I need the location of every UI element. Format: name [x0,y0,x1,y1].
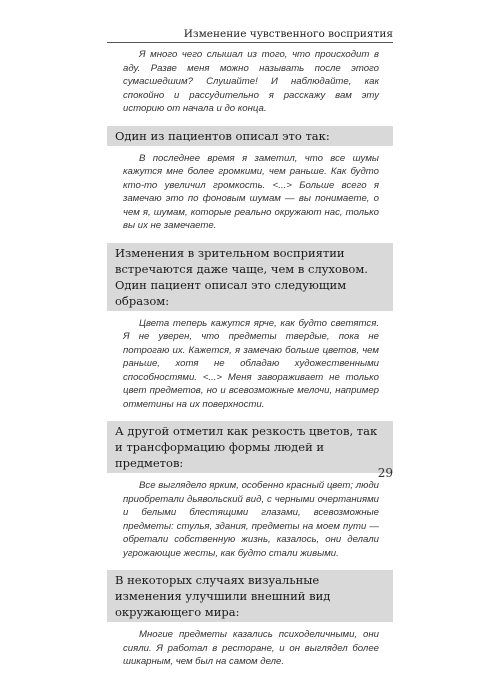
page-number: 29 [377,466,393,480]
quote-block: Я много чего слышал из того, что происходит в аду. Разве меня можно называть после этого сумасшедшим? Слушайте! И наблюдайте, как спокойно и рассудительно я расскажу вам эту историю от начала и до конца. [123,49,379,114]
quote-block: В последнее время я заметил, что все шумы кажутся мне более громкими, чем раньше. Как будто кто-то увеличил громкость. <...> Больше всего я замечаю это по фоновым шумам — вы понимаете, о чем я, шумам, которые реально окружают нас, только вы их не замечаете. [123,152,379,231]
highlight-paragraph: Один из пациентов описал это так: [107,126,393,146]
quote-block: Цвета теперь кажутся ярче, как будто светятся. Я не уверен, что предметы твердые, пока не потрогаю их. Кажется, я замечаю больше цветов, чем раньше, хотя не обладаю художественными способностями. <...> Меня завораживает не только цвет предметов, но и всевозможные мелочи, например отметины на их поверхности. [123,317,379,410]
highlight-paragraph: Изменения в зрительном восприятии встречаются даже чаще, чем в слуховом. Один пациент описал это следующим образом: [107,243,393,311]
running-header [107,22,393,43]
running-title: Изменение чувственного восприятия [183,28,393,40]
quote-block: Все выглядело ярким, особенно красный цвет; люди приобретали дьявольский вид, с черными очертаниями и белыми блестящими глазами, всевозможные предметы: стулья, здания, предметы на моем пути — обретали собственную жизнь, казалось, они делали угрожающие жесты, как будто стали живыми. [123,480,379,559]
highlight-paragraph: А другой отметил как резкость цветов, так и трансформацию формы людей и предметов: [107,421,393,473]
quote-block: Многие предметы казались психоделичными, они сияли. Я работал в ресторане, и он выглядел более шикарным, чем был на самом деле. [123,629,379,667]
page-content [107,44,393,673]
highlight-paragraph: В некоторых случаях визуальные изменения улучшили внешний вид окружающего мира: [107,570,393,622]
